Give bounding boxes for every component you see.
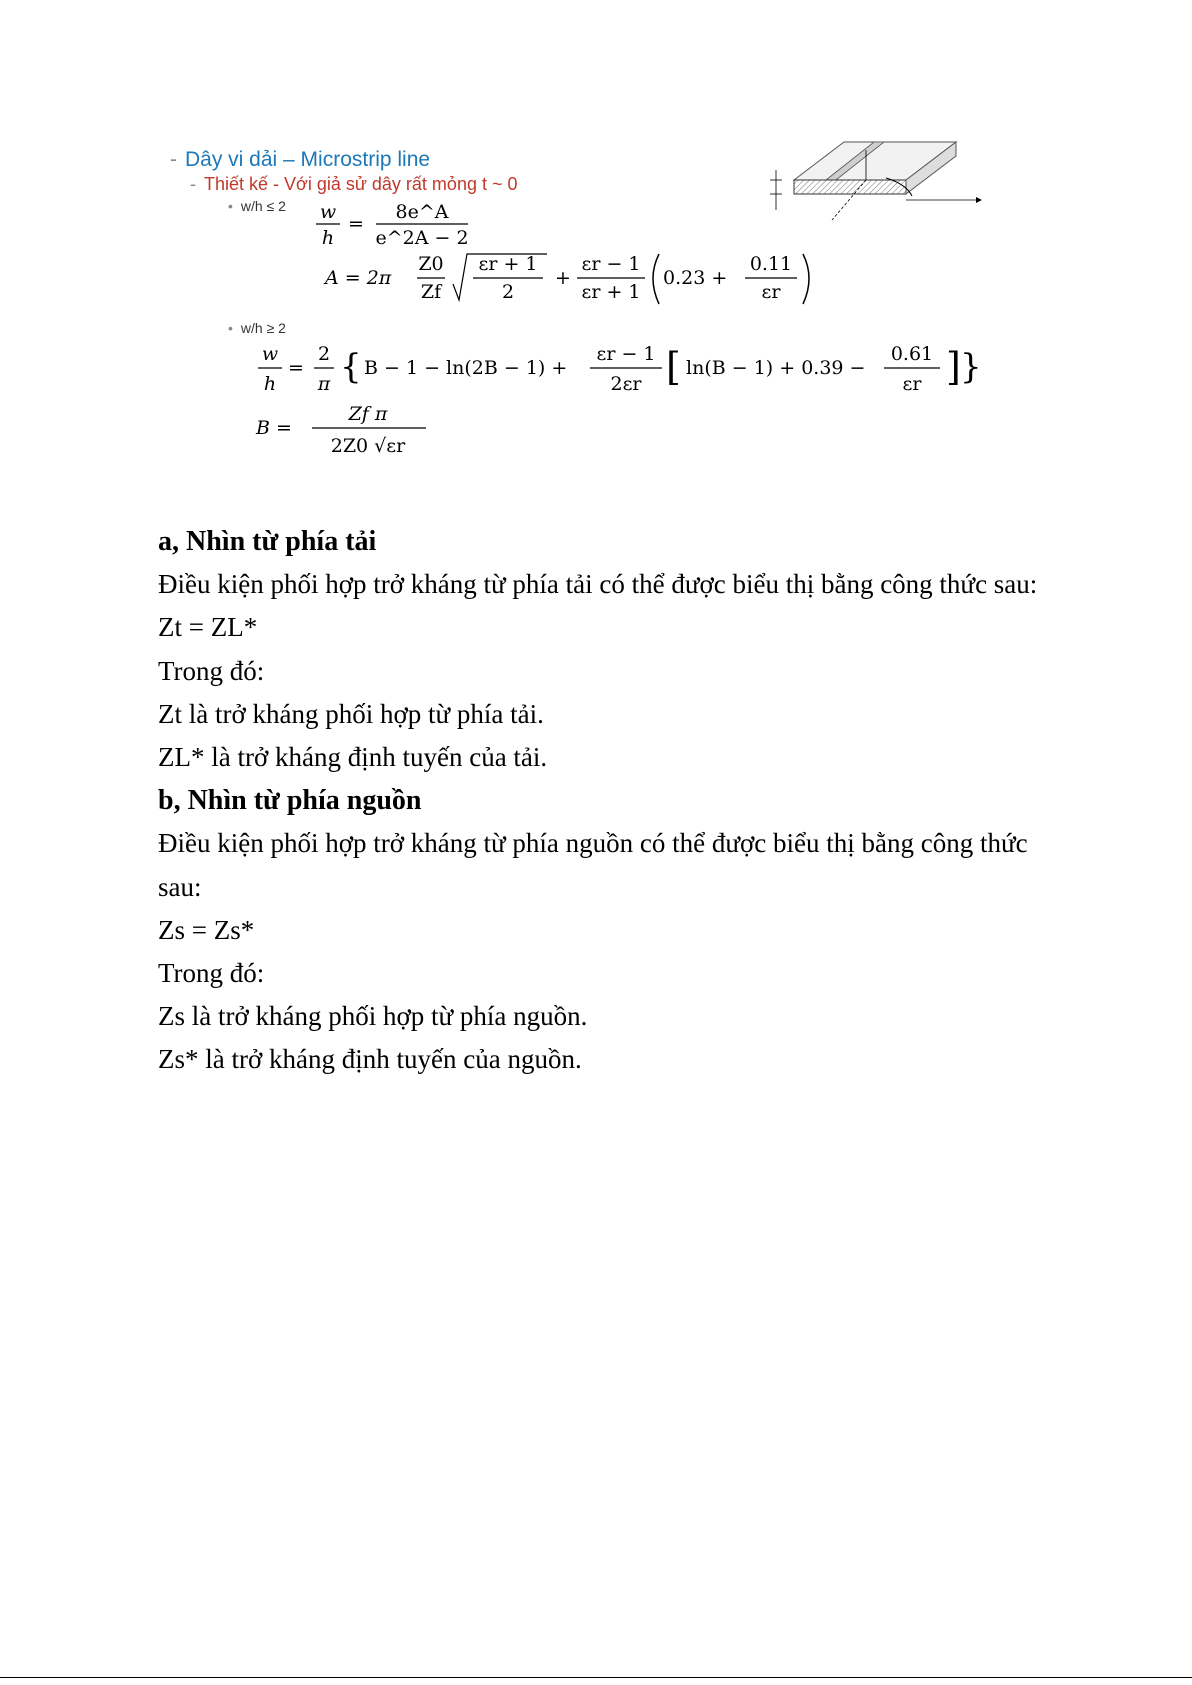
svg-text:B − 1 − ln(2B − 1) +: B − 1 − ln(2B − 1) + — [364, 357, 568, 379]
svg-text:ln(B − 1) + 0.39 −: ln(B − 1) + 0.39 − — [686, 357, 866, 379]
svg-text:εr + 1: εr + 1 — [581, 281, 641, 303]
svg-text:w: w — [261, 343, 279, 365]
document-body — [158, 520, 1038, 1082]
slide-subtitle: - Thiết kế - Với giả sử dây rất mỏng t ~ 0 — [190, 174, 518, 194]
svg-text:B =: B = — [256, 417, 292, 439]
formula-B — [256, 396, 476, 462]
svg-text:εr − 1: εr − 1 — [596, 343, 656, 365]
formula-w-h-small — [310, 196, 490, 252]
svg-text:=: = — [288, 357, 304, 379]
heading-source-side: b, Nhìn từ phía nguồn — [158, 785, 422, 817]
svg-text:εr: εr — [902, 373, 922, 395]
case2-label: • w/h ≥ 2 — [228, 320, 286, 336]
microstrip-slide-figure — [160, 140, 1040, 480]
definition-zs: Zs là trở kháng phối hợp từ phía nguồn. — [158, 1001, 588, 1032]
definition-zl: ZL* là trở kháng định tuyến của tải. — [158, 742, 548, 773]
svg-text:Zf: Zf — [420, 281, 442, 303]
svg-text:2εr: 2εr — [610, 373, 642, 395]
svg-text:2: 2 — [501, 281, 515, 303]
svg-text:2: 2 — [317, 343, 331, 365]
svg-text:0.61: 0.61 — [890, 343, 934, 365]
microstrip-diagram — [736, 140, 1036, 250]
where-label-load: Trong đó: — [158, 655, 265, 686]
svg-text:π: π — [317, 373, 331, 395]
svg-text:h: h — [321, 227, 335, 249]
svg-text:e^2A − 2: e^2A − 2 — [375, 227, 469, 249]
formula-w-h-large — [256, 336, 982, 404]
svg-text:0.11: 0.11 — [749, 253, 793, 275]
svg-text:]: ] — [946, 345, 961, 389]
case1-label: • w/h ≤ 2 — [228, 198, 286, 214]
svg-text:Z0: Z0 — [418, 253, 444, 275]
svg-text:εr: εr — [761, 281, 781, 303]
svg-text:εr − 1: εr − 1 — [581, 253, 641, 275]
svg-text:[: [ — [666, 345, 681, 389]
definition-zt: Zt là trở kháng phối hợp từ phía tải. — [158, 698, 544, 729]
paragraph-load-condition: Điều kiện phối hợp trở kháng từ phía tải có thể được biểu thị bằng công thức sau: — [158, 569, 1038, 600]
equation-source: Zs = Zs* — [158, 914, 255, 945]
svg-text:Zf π: Zf π — [348, 403, 388, 425]
svg-text:8e^A: 8e^A — [395, 201, 449, 223]
equation-load: Zt = ZL* — [158, 612, 258, 643]
definition-zs-conj: Zs* là trở kháng định tuyến của nguồn. — [158, 1044, 582, 1075]
slide-title: - Dây vi dải – Microstrip line — [170, 148, 431, 171]
svg-text:h: h — [263, 373, 277, 395]
paragraph-source-condition: Điều kiện phối hợp trở kháng từ phía nguồn có thể được biểu thị bằng công thức sau: — [158, 828, 1028, 902]
svg-text:}: } — [960, 347, 982, 387]
where-label-source: Trong đó: — [158, 958, 265, 989]
svg-text:=: = — [348, 213, 364, 235]
page-bottom-rule — [0, 1677, 1192, 1678]
svg-text:{: { — [340, 347, 362, 387]
svg-text:A = 2π: A = 2π — [325, 267, 392, 289]
svg-text:w: w — [319, 201, 337, 223]
svg-text:0.23 +: 0.23 + — [663, 267, 728, 289]
svg-text:εr + 1: εr + 1 — [478, 253, 538, 275]
heading-load-side: a, Nhìn từ phía tải — [158, 526, 377, 557]
svg-text:2Z0 √εr: 2Z0 √εr — [330, 435, 406, 457]
svg-text:+: + — [555, 267, 571, 289]
formula-A — [325, 248, 825, 310]
